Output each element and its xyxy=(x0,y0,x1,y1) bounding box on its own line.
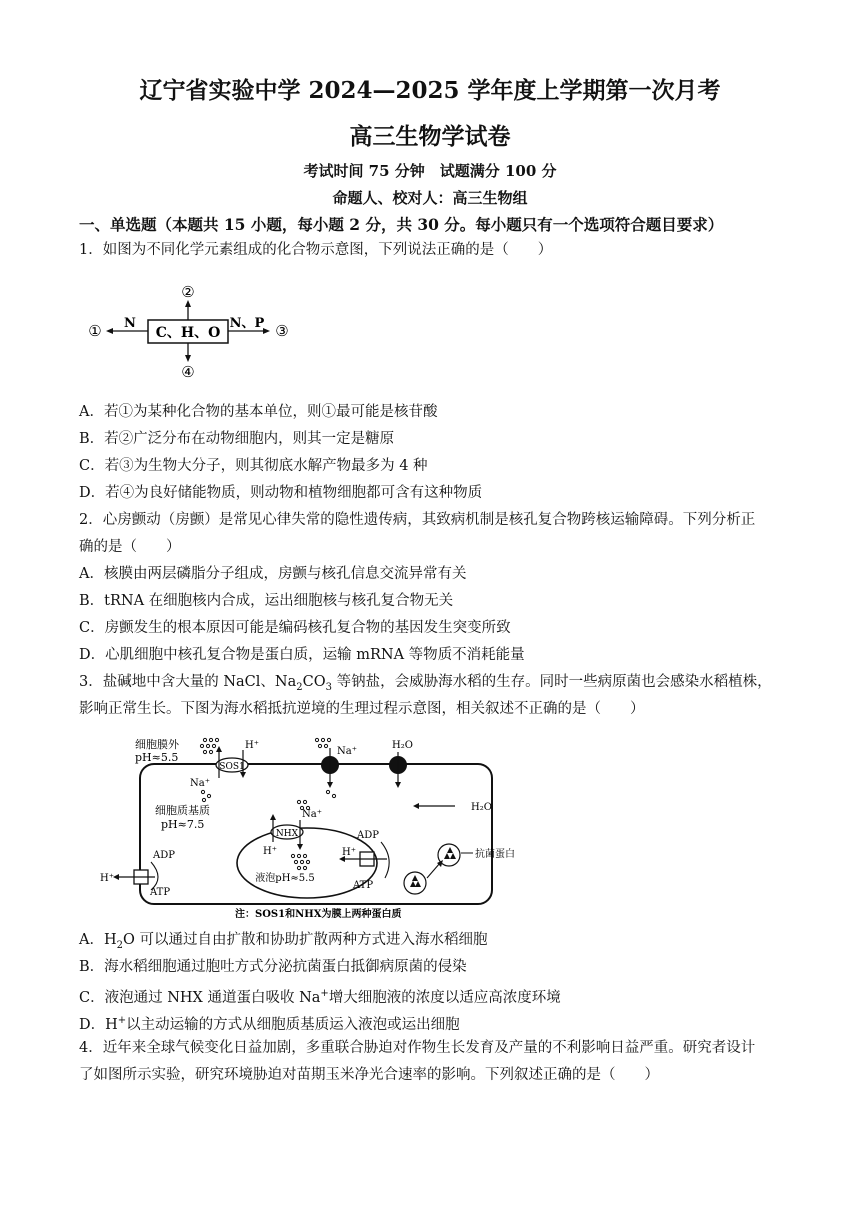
q3-figure xyxy=(95,728,535,923)
q3-outside-label: 细胞膜外 xyxy=(135,738,179,751)
q3-option-c: C．液泡通过 NHX 通道蛋白吸收 Na+增大细胞液的浓度以适应高浓度环境 xyxy=(79,988,561,1006)
q3-membrane-adp: ADP xyxy=(153,850,175,861)
q2-stem-line2: 确的是（ ） xyxy=(79,539,181,555)
q1-option-c: C．若③为生物大分子，则其彻底水解产物最多为 4 种 xyxy=(79,458,428,474)
q3-channel-na: Na⁺ xyxy=(337,746,357,757)
q3-aquaporin-h2o: H₂O xyxy=(392,740,413,751)
q2-option-c: C．房颤发生的根本原因可能是编码核孔复合物的基因发生突变所致 xyxy=(79,620,511,636)
q4-stem-line1: 4．近年来全球气候变化日益加剧，多重联合胁迫对作物生长发育及产量的不利影响日益严重。研究者设计 xyxy=(79,1040,756,1056)
q3-sos1-na: Na⁺ xyxy=(190,778,210,789)
q3-stem-line2: 影响正常生长。下图为海水稻抵抗逆境的生理过程示意图，相关叙述不正确的是（ ） xyxy=(79,701,645,717)
q1-right-label: N、P xyxy=(229,316,265,331)
q3-option-d: D．H+以主动运输的方式从细胞质基质运入液泡或运出细胞 xyxy=(79,1015,460,1033)
q3-vesicle-membrane xyxy=(438,844,460,866)
q1-stem: 1．如图为不同化学元素组成的化合物示意图，下列说法正确的是（ ） xyxy=(79,242,553,258)
q3-outside-ph: pH≈5.5 xyxy=(135,751,179,764)
q3-membrane-h: H⁺ xyxy=(100,873,114,884)
q1-option-b: B．若②广泛分布在动物细胞内，则其一定是糖原 xyxy=(79,431,395,447)
q4-stem-line2: 了如图所示实验，研究环境胁迫对苗期玉米净光合速率的影响。下列叙述正确的是（ ） xyxy=(79,1067,659,1083)
q3-pump-h: H⁺ xyxy=(342,847,356,858)
exam-authors: 命题人、校对人：高三生物组 xyxy=(332,189,528,207)
q3-cyto-ph: pH≈7.5 xyxy=(161,818,205,831)
q3-sos1-label: SOS1 xyxy=(219,762,245,772)
q2-option-a: A．核膜由两层磷脂分子组成，房颤与核孔信息交流异常有关 xyxy=(79,566,467,582)
exam-title: 辽宁省实验中学 2024—2025 学年度上学期第一次月考 xyxy=(139,77,721,104)
q3-figure-note: 注：SOS1和NHX为膜上两种蛋白质 xyxy=(235,909,402,920)
q2-option-d: D．心肌细胞中核孔复合物是蛋白质，运输 mRNA 等物质不消耗能量 xyxy=(79,647,525,663)
q3-cyto-label: 细胞质基质 xyxy=(155,804,210,817)
q3-membrane-atp: ATP xyxy=(150,887,171,898)
q3-stem-line1: 3．盐碱地中含大量的 NaCl、$Na_2CO_3$ 等钠盐，会威胁海水稻的生存。同时一些病原菌也会感染水稻植株， xyxy=(79,674,772,693)
q1-label-3: ③ xyxy=(275,322,289,340)
q1-label-1: ① xyxy=(88,322,102,340)
q1-left-label: N xyxy=(124,316,136,331)
q3-option-b: B．海水稻细胞通过胞吐方式分泌抗菌蛋白抵御病原菌的侵染 xyxy=(79,959,467,975)
q3-nhx-na: Na⁺ xyxy=(302,809,322,820)
q2-option-b: B．tRNA 在细胞核内合成，运出细胞核与核孔复合物无关 xyxy=(79,593,454,609)
exam-time-info: 考试时间 75 分钟 试题满分 100 分 xyxy=(303,162,557,180)
q1-label-4: ④ xyxy=(181,363,195,381)
q1-label-2: ② xyxy=(181,283,195,301)
q3-vacuole-label: 液泡pH≈5.5 xyxy=(255,873,315,884)
q3-pump-atp: ATP xyxy=(353,880,374,891)
q3-sos1-h: H⁺ xyxy=(245,740,259,751)
q3-nhx-h: H⁺ xyxy=(263,846,277,857)
q2-stem-line1: 2．心房颤动（房颤）是常见心律失常的隐性遗传病，其致病机制是核孔复合物跨核运输障碍。下列分析正 xyxy=(79,512,756,528)
q3-option-a: A．$H_2O$ 可以通过自由扩散和协助扩散两种方式进入海水稻细胞 xyxy=(79,932,488,951)
q1-option-a: A．若①为某种化合物的基本单位，则①最可能是核苷酸 xyxy=(79,404,438,420)
q3-nhx-label: NHX xyxy=(275,829,299,839)
q3-antibac-label: 抗菌蛋白 xyxy=(475,849,515,860)
q3-pump-adp: ADP xyxy=(357,830,379,841)
q1-figure xyxy=(80,280,300,385)
section-heading: 一、单选题（本题共 15 小题，每小题 2 分，共 30 分。每小题只有一个选项符合题目要求） xyxy=(79,215,724,234)
q1-option-d: D．若④为良好储能物质，则动物和植物细胞都可含有这种物质 xyxy=(79,485,483,501)
q3-diffusion-h2o: H₂O xyxy=(471,802,492,813)
q1-center-label: C、H、O xyxy=(155,325,221,341)
exam-subtitle: 高三生物学试卷 xyxy=(349,123,511,150)
